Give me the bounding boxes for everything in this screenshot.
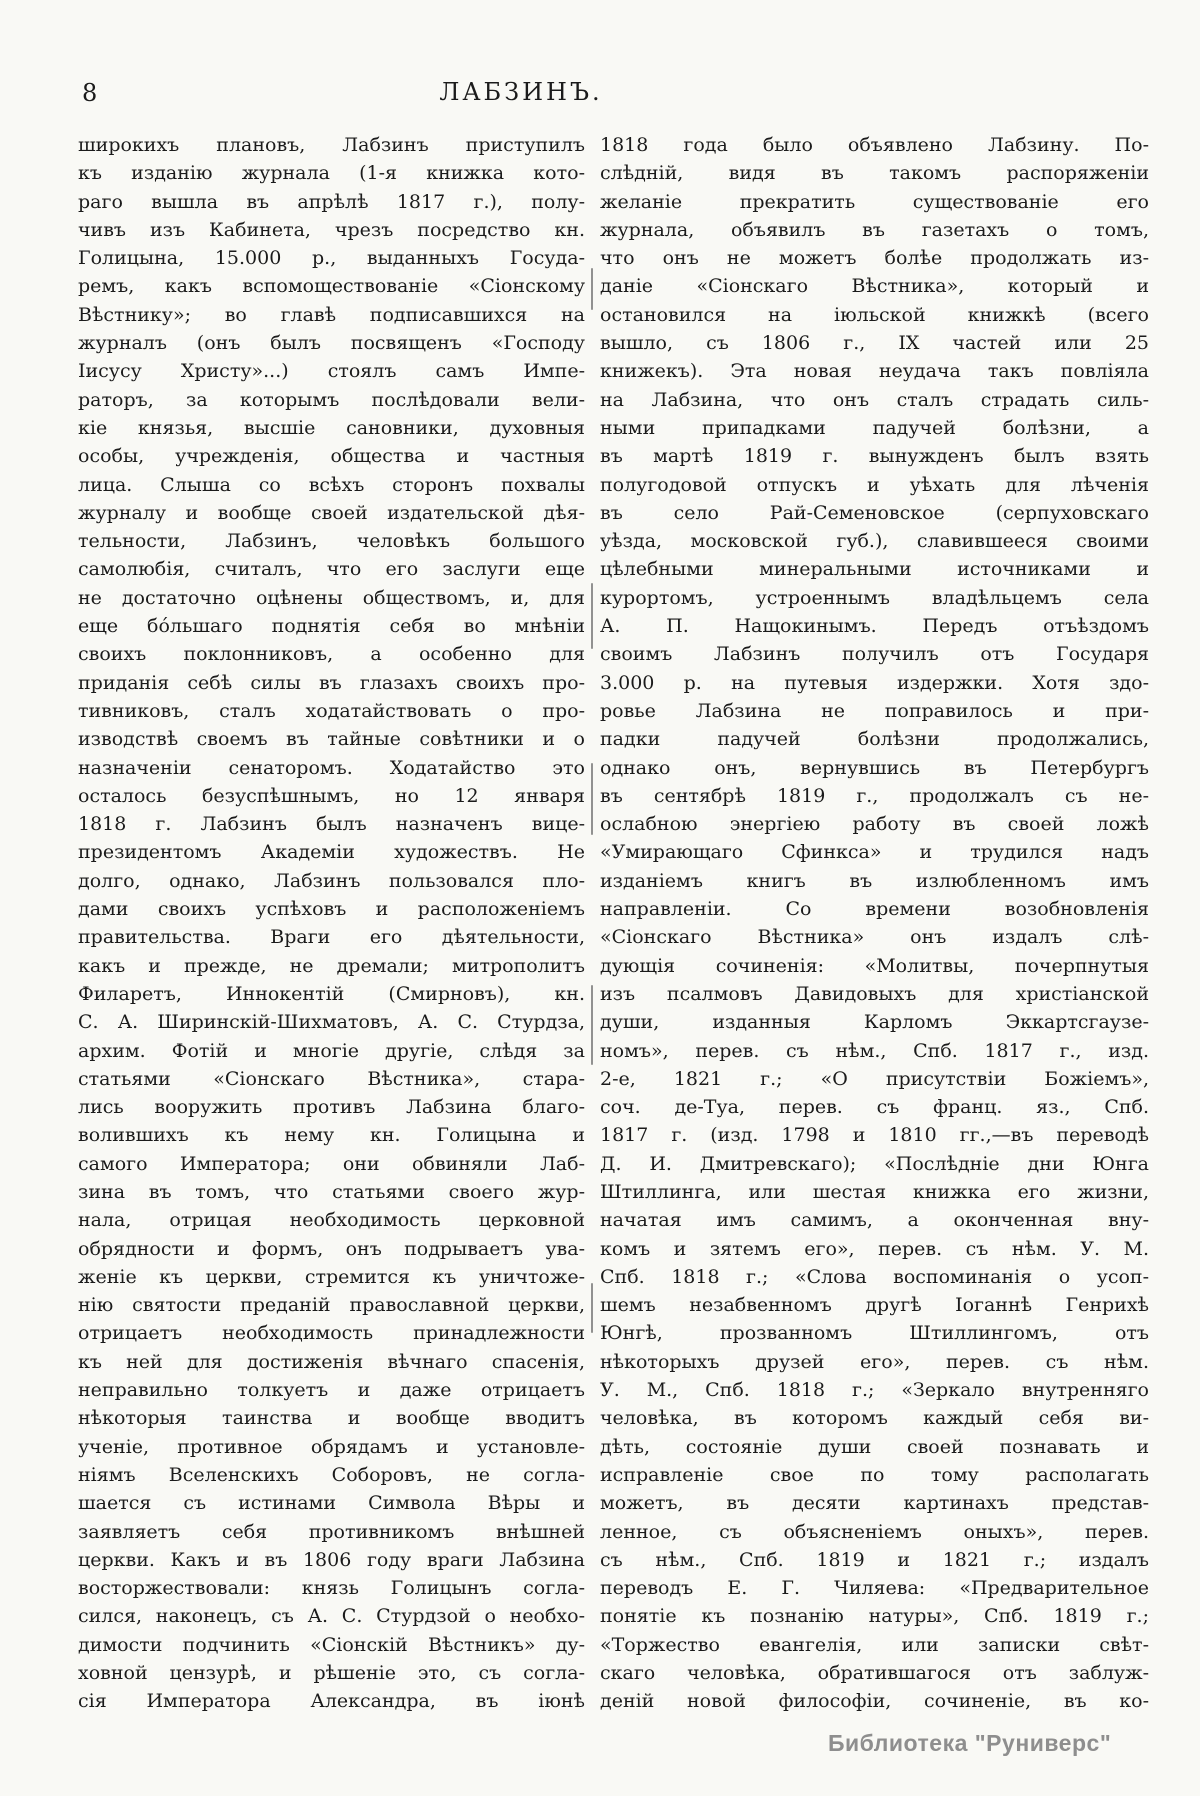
text-line: однако онъ, вернувшись въ Петербургъ — [600, 756, 1149, 779]
text-line: полугодовой отпускъ и уѣхать для лѣченія — [600, 473, 1149, 496]
text-line: правительства. Враги его дѣятельности, — [78, 926, 585, 949]
text-line: 3.000 р. на путевыя издержки. Хотя здо- — [600, 671, 1149, 694]
text-line: А. П. Нащокинымъ. Передъ отъѣздомъ — [600, 615, 1149, 638]
text-line: неправильно толкуетъ и даже отрицаетъ — [78, 1379, 585, 1402]
text-line: отрицаетъ необходимость принадлежности — [78, 1322, 585, 1345]
text-line: журнала, объявилъ въ газетахъ о томъ, — [600, 218, 1149, 241]
text-line: соч. де-Туа, перев. съ франц. яз., Спб. — [600, 1096, 1149, 1119]
text-line: не достаточно оцѣнены обществомъ, и, для — [78, 586, 585, 609]
text-line: Штиллинга, или шестая книжка его жизни, — [600, 1180, 1149, 1203]
text-line: падки падучей болѣзни продолжались, — [600, 728, 1149, 751]
page-number: 8 — [82, 79, 98, 107]
text-line: Филаретъ, Иннокентій (Смирновъ), кн. — [78, 982, 585, 1005]
gutter-rule-segment — [591, 1283, 593, 1333]
text-column-right — [600, 131, 1149, 1716]
text-line: души, изданныя Карломъ Эккартсгаузе- — [600, 1011, 1149, 1034]
text-line: ослабною энергіею работу въ своей ложѣ — [600, 813, 1149, 836]
text-line: цѣлебными минеральными источниками и — [600, 558, 1149, 581]
text-line: У. М., Спб. 1818 г.; «Зеркало внутренняго — [600, 1379, 1149, 1402]
text-line: можетъ, въ десяти картинахъ представ- — [600, 1492, 1149, 1515]
text-line: шемъ незабвенномъ другѣ Іоганнѣ Генрихѣ — [600, 1294, 1149, 1317]
text-line: Голицына, 15.000 р., выданныхъ Госуда- — [78, 247, 585, 270]
text-line: своимъ Лабзинъ получилъ отъ Государя — [600, 643, 1149, 666]
text-line: сился, наконецъ, съ А. С. Стурдзой о необхо- — [78, 1605, 585, 1628]
text-line: деній новой философіи, сочиненіе, въ ко- — [600, 1690, 1149, 1713]
library-watermark: Библиотека "Руниверс" — [828, 1730, 1112, 1756]
text-line: осталось безуспѣшнымъ, но 12 января — [78, 784, 585, 807]
text-line: «Сіонскаго Вѣстника» онъ издалъ слѣ- — [600, 926, 1149, 949]
text-line: ленное, съ объясненіемъ оныхъ», перев. — [600, 1520, 1149, 1543]
text-line: желаніе прекратить существованіе его — [600, 190, 1149, 213]
text-line: журналъ (онъ былъ посвященъ «Господу — [78, 332, 585, 355]
text-line: направленіи. Со времени возобновленія — [600, 898, 1149, 921]
text-line: Спб. 1818 г.; «Слова воспоминанія о усоп- — [600, 1265, 1149, 1288]
text-line: долго, однако, Лабзинъ пользовался пло- — [78, 869, 585, 892]
text-line: начатая имъ самимъ, а оконченная вну- — [600, 1209, 1149, 1232]
text-line: кіе князья, высшіе сановники, духовныя — [78, 416, 585, 439]
text-line: изводствѣ своемъ въ тайные совѣтники и о — [78, 728, 585, 751]
text-line: самолюбія, считалъ, что его заслуги еще — [78, 558, 585, 581]
text-line: приданія себѣ силы въ глазахъ своихъ про- — [78, 671, 585, 694]
text-line: исправленіе свое по тому располагать — [600, 1463, 1149, 1486]
text-line: тельности, Лабзинъ, человѣкъ большого — [78, 530, 585, 553]
running-head-title: ЛАБЗИНЪ. — [439, 78, 603, 106]
text-line: раторъ, за которымъ послѣдовали вели- — [78, 388, 585, 411]
text-line: журналу и вообще своей издательской дѣя- — [78, 501, 585, 524]
text-line: назначеніи сенаторомъ. Ходатайство это — [78, 756, 585, 779]
text-line: нѣкоторыхъ друзей его», перев. съ нѣм. — [600, 1350, 1149, 1373]
text-line: понятіе къ познанію натуры», Спб. 1819 г.; — [600, 1605, 1149, 1628]
text-line: къ ней для достиженія вѣчнаго спасенія, — [78, 1350, 585, 1373]
text-line: переводъ Е. Г. Чиляева: «Предварительное — [600, 1577, 1149, 1600]
text-line: 1817 г. (изд. 1798 и 1810 гг.,—въ переводѣ — [600, 1124, 1149, 1147]
text-line: нѣкоторыя таинства и вообще вводитъ — [78, 1407, 585, 1430]
text-line: изданіемъ книгъ въ излюбленномъ имъ — [600, 869, 1149, 892]
text-line: въ село Рай-Семеновское (серпуховскаго — [600, 501, 1149, 524]
text-line: дами своихъ успѣховъ и расположеніемъ — [78, 898, 585, 921]
text-line: 1818 года было объявлено Лабзину. По- — [600, 134, 1149, 156]
text-line: остановился на іюльской книжкѣ (всего — [600, 303, 1149, 326]
text-line: изъ псалмовъ Давидовыхъ для христіанской — [600, 982, 1149, 1005]
text-line: «Торжество евангелія, или записки свѣт- — [600, 1633, 1149, 1656]
text-line: уѣзда, московской губ.), славившееся своими — [600, 530, 1149, 553]
text-line: церкви. Какъ и въ 1806 году враги Лабзина — [78, 1548, 585, 1571]
text-line: Юнгѣ, прозванномъ Штиллингомъ, отъ — [600, 1322, 1149, 1345]
text-line: дующія сочиненія: «Молитвы, почерпнутыя — [600, 954, 1149, 977]
text-line: сія Императора Александра, въ іюнѣ — [78, 1690, 585, 1713]
text-line: 2-е, 1821 г.; «О присутствіи Божіемъ», — [600, 1067, 1149, 1090]
text-line: волившихъ къ нему кн. Голицына и — [78, 1124, 585, 1147]
text-line: шается съ истинами Символа Вѣры и — [78, 1492, 585, 1515]
gutter-rule-segment — [591, 268, 593, 310]
text-line: какъ и прежде, не дремали; митрополитъ — [78, 954, 585, 977]
text-line: что онъ не можетъ болѣе продолжать из- — [600, 247, 1149, 270]
text-line: тивниковъ, сталъ ходатайствовать о про- — [78, 699, 585, 722]
text-line: къ изданію журнала (1-я книжка кото- — [78, 162, 585, 185]
text-line: статьями «Сіонскаго Вѣстника», стара- — [78, 1067, 585, 1090]
text-line: вышло, съ 1806 г., IX частей или 25 — [600, 332, 1149, 355]
text-line: «Умирающаго Сфинкса» и трудился надъ — [600, 841, 1149, 864]
text-line: восторжествовали: князь Голицынъ согла- — [78, 1577, 585, 1600]
text-line: самого Императора; они обвиняли Лаб- — [78, 1152, 585, 1175]
gutter-rule-segment — [591, 985, 593, 1065]
text-line: зина въ томъ, что статьями своего жур- — [78, 1180, 585, 1203]
text-line: ремъ, какъ вспомоществованіе «Сіонскому — [78, 275, 585, 298]
text-line: ніямъ Вселенскихъ Соборовъ, не согла- — [78, 1463, 585, 1486]
text-line: заявляетъ себя противникомъ внѣшней — [78, 1520, 585, 1543]
text-line: книжекъ). Эта новая неудача такъ повліяла — [600, 360, 1149, 383]
text-line: женіе къ церкви, стремится къ уничтоже- — [78, 1265, 585, 1288]
text-line: димости подчинить «Сіонскій Вѣстникъ» ду- — [78, 1633, 585, 1656]
text-line: слѣдній, видя въ такомъ распоряженіи — [600, 162, 1149, 185]
text-line: въ мартѣ 1819 г. вынужденъ былъ взять — [600, 445, 1149, 468]
text-line: широкихъ плановъ, Лабзинъ приступилъ — [78, 134, 585, 156]
text-line: дѣть, состояніе души своей познавать и — [600, 1435, 1149, 1458]
text-line: Д. И. Дмитревскаго); «Послѣдніе дни Юнга — [600, 1152, 1149, 1175]
text-line: архим. Фотій и многіе другіе, слѣдя за — [78, 1039, 585, 1062]
text-line: 1818 г. Лабзинъ былъ назначенъ вице- — [78, 813, 585, 836]
text-line: на Лабзина, что онъ сталъ страдать силь- — [600, 388, 1149, 411]
text-line: Іисусу Христу»...) стоялъ самъ Импе- — [78, 360, 585, 383]
text-line: курортомъ, устроеннымъ владѣльцемъ села — [600, 586, 1149, 609]
gutter-rule-segment — [591, 583, 593, 649]
text-line: нію святости преданій православной церкви, — [78, 1294, 585, 1317]
text-line: раго вышла въ апрѣлѣ 1817 г.), полу- — [78, 190, 585, 213]
text-line: еще бо́льшаго поднятія себя во мнѣніи — [78, 615, 585, 638]
text-column-left — [78, 131, 585, 1716]
text-line: ховной цензурѣ, и рѣшеніе это, съ согла- — [78, 1662, 585, 1685]
text-line: президентомъ Академіи художествъ. Не — [78, 841, 585, 864]
text-line: номъ», перев. съ нѣм., Спб. 1817 г., изд. — [600, 1039, 1149, 1062]
text-line: даніе «Сіонскаго Вѣстника», который и — [600, 275, 1149, 298]
text-line: чивъ изъ Кабинета, чрезъ посредство кн. — [78, 218, 585, 241]
text-line: комъ и зятемъ его», перев. съ нѣм. У. М. — [600, 1237, 1149, 1260]
text-line: ученіе, противное обрядамъ и установле- — [78, 1435, 585, 1458]
text-line: ными припадками падучей болѣзни, а — [600, 416, 1149, 439]
text-line: своихъ поклонниковъ, а особенно для — [78, 643, 585, 666]
text-line: нала, отрицая необходимость церковной — [78, 1209, 585, 1232]
text-line: ровье Лабзина не поправилось и при- — [600, 699, 1149, 722]
text-line: С. А. Ширинскій-Шихматовъ, А. С. Стурдза, — [78, 1011, 585, 1034]
gutter-rule-segment — [591, 763, 593, 835]
text-line: лись вооружить противъ Лабзина благо- — [78, 1096, 585, 1119]
text-line: обрядности и формъ, онъ подрываетъ ува- — [78, 1237, 585, 1260]
text-line: Вѣстнику»; во главѣ подписавшихся на — [78, 303, 585, 326]
text-line: съ нѣм., Спб. 1819 и 1821 г.; издалъ — [600, 1548, 1149, 1571]
text-line: человѣка, въ которомъ каждый себя ви- — [600, 1407, 1149, 1430]
text-line: скаго человѣка, обратившагося отъ заблуж- — [600, 1662, 1149, 1685]
text-line: особы, учрежденія, общества и частныя — [78, 445, 585, 468]
text-line: въ сентябрѣ 1819 г., продолжалъ съ не- — [600, 784, 1149, 807]
text-line: лица. Слыша со всѣхъ сторонъ похвалы — [78, 473, 585, 496]
